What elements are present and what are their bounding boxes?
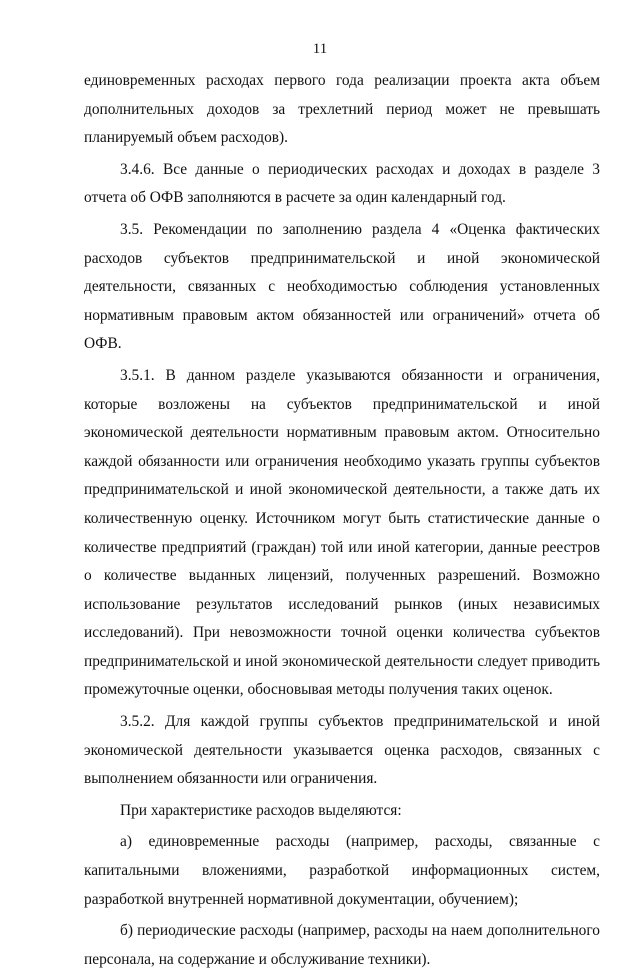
paragraph-continuation: единовременных расходах первого года реализации проекта акта объем дополнительных доходов за трехлетний период может не превышать планируемый объем расходов). (84, 72, 600, 147)
paragraph-3-5-1: 3.5.1. В данном разделе указываются обязанности и ограничения, которые возложены на субъектов предпринимательской и иной экономической деятельности нормативным правовым актом. Относительно каждой обязанности или ограничения необходимо указать группы субъектов предпринимательской и иной экономической деятельности, а также дать их количественную оценку. Источником могут быть статистические данные о количестве предприятий (граждан) той или иной категории, данные реестров о количестве выданных лицензий, полученных разрешений. Возможно использование результатов исследований рынков (иных независимых исследований). При невозможности точной оценки количества субъектов предпринимательской и иной экономической деятельности следует приводить промежуточные оценки, обосновывая методы получения таких оценок. (84, 366, 600, 699)
page-number: 11 (312, 41, 328, 57)
paragraph-expense-intro: При характеристике расходов выделяются: (120, 801, 402, 819)
paragraph-3-5-2: 3.5.2. Для каждой группы субъектов предпринимательской и иной экономической деятельности указывается оценка расходов, связанных с выполнением обязанности или ограничения. (84, 713, 600, 788)
document-body (84, 67, 600, 974)
paragraph-3-4-6: 3.4.6. Все данные о периодических расходах и доходах в разделе 3 отчета об ОФВ заполняются в расчете за один календарный год. (84, 160, 600, 207)
paragraph-3-5: 3.5. Рекомендации по заполнению раздела 4 «Оценка фактических расходов субъектов предпринимательской и иной экономической деятельности, связанных с необходимостью соблюдения установленных нормативным правовым актом обязанностей или ограничений» отчета об ОФВ. (84, 220, 600, 353)
list-item-one-time-expenses: а) единовременные расходы (например, расходы, связанные с капитальными вложениями, разработкой информационных систем, разработкой внутренней нормативной документации, обучением); (84, 833, 600, 908)
list-item-periodic-expenses: б) периодические расходы (например, расходы на наем дополнительного персонала, на содержание и обслуживание техники). (84, 922, 600, 968)
